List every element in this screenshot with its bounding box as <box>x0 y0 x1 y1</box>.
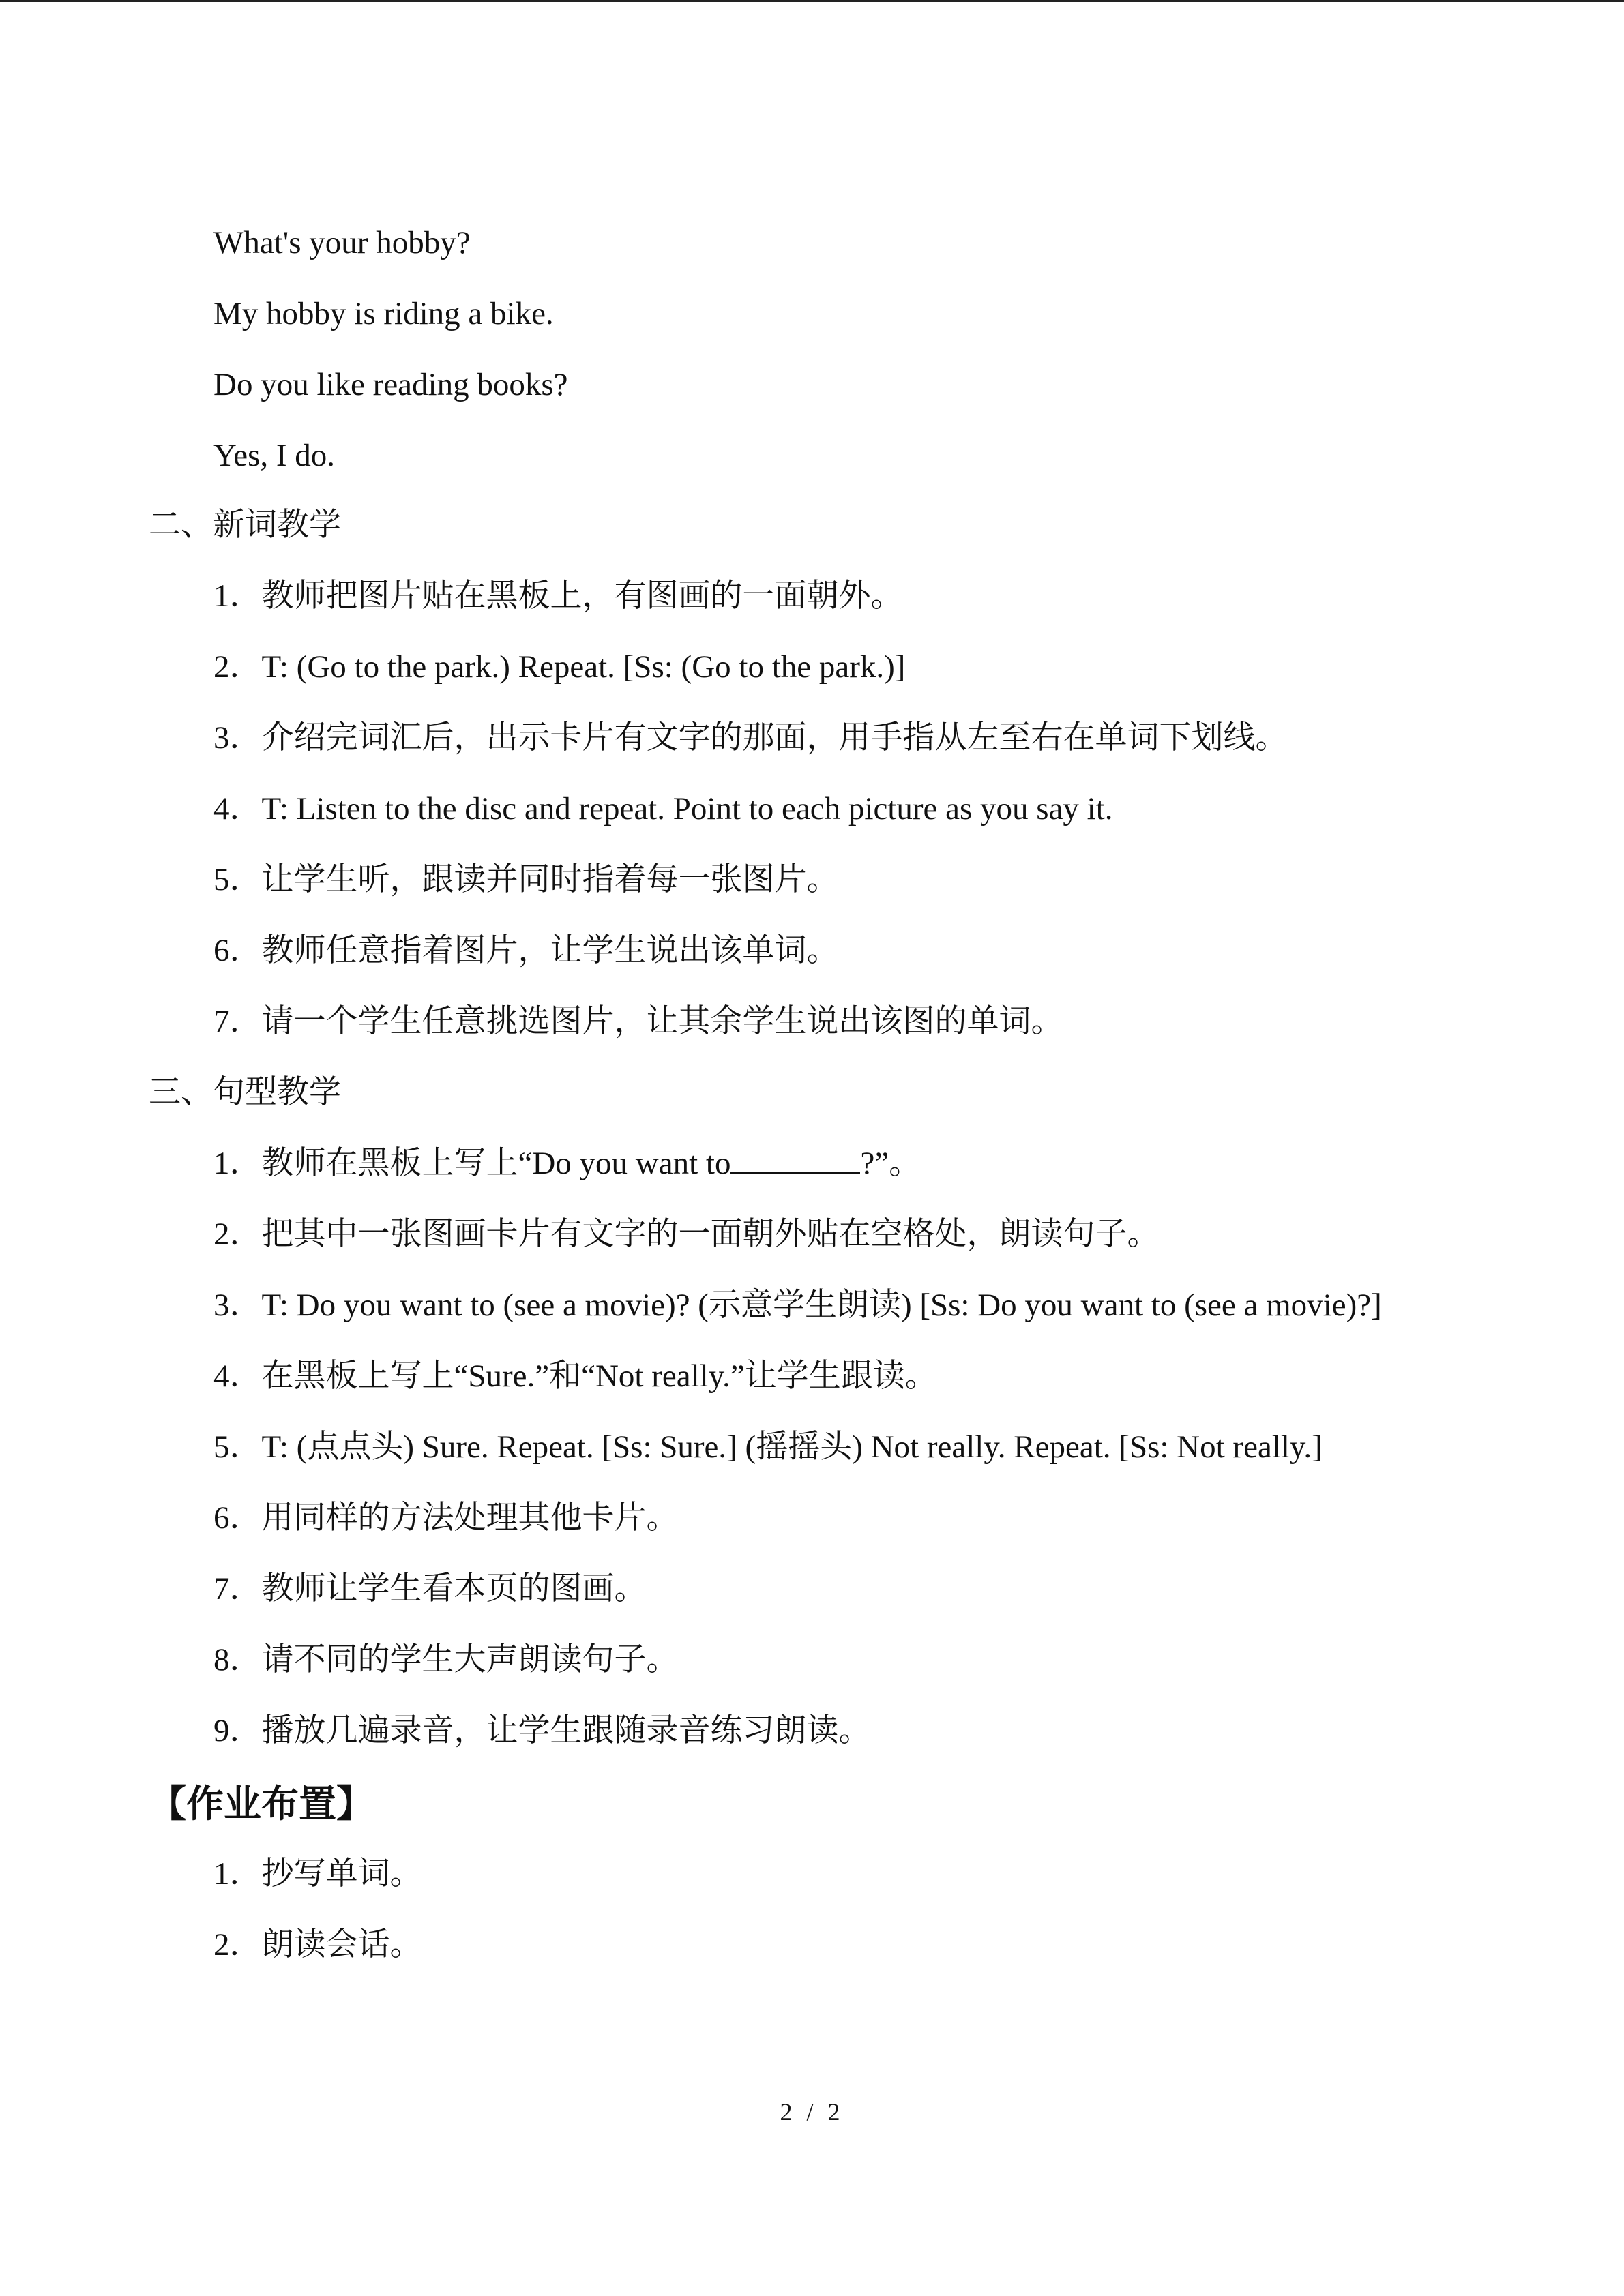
fill-in-blank <box>730 1144 860 1174</box>
section-heading-sentence-patterns: 三、句型教学 <box>149 1075 341 1110</box>
section-heading-vocabulary: 二、新词教学 <box>149 507 341 543</box>
list-item: 8．请不同的学生大声朗读句子。 <box>213 1642 679 1678</box>
list-item-text: ?”。 <box>860 1146 921 1181</box>
list-item <box>213 1143 921 1184</box>
list-item: 7．教师让学生看本页的图画。 <box>213 1571 647 1607</box>
list-item: 4．T: Listen to the disc and repeat. Point to each picture as you say it. <box>213 791 1113 826</box>
dialogue-line: My hobby is riding a bike. <box>213 296 554 331</box>
list-item: 2．朗读会话。 <box>213 1927 422 1963</box>
dialogue-line: Do you like reading books? <box>213 367 568 402</box>
list-item: 2．把其中一张图画卡片有文字的一面朝外贴在空格处，朗读句子。 <box>213 1217 1160 1252</box>
list-item: 3．T: Do you want to (see a movie)? (示意学生朗读) [Ss: Do you want to (see a movie)?] <box>213 1287 1382 1323</box>
list-item: 5．T: (点点头) Sure. Repeat. [Ss: Sure.] (摇摇头) Not really. Repeat. [Ss: Not really.] <box>213 1429 1323 1465</box>
list-item: 2．T: (Go to the park.) Repeat. [Ss: (Go to the park.)] <box>213 649 906 685</box>
list-item: 7．请一个学生任意挑选图片，让其余学生说出该图的单词。 <box>213 1004 1063 1039</box>
list-item: 3．介绍完词汇后，出示卡片有文字的那面，用手指从左至右在单词下划线。 <box>213 720 1288 756</box>
list-item: 1．教师把图片贴在黑板上，有图画的一面朝外。 <box>213 578 903 614</box>
list-item: 9．播放几遍录音，让学生跟随录音练习朗读。 <box>213 1713 871 1748</box>
list-item: 4．在黑板上写上“Sure.”和“Not really.”让学生跟读。 <box>213 1358 937 1394</box>
page-number: 2 / 2 <box>780 2098 844 2126</box>
list-item: 1．抄写单词。 <box>213 1856 422 1892</box>
list-item: 6．用同样的方法处理其他卡片。 <box>213 1500 679 1536</box>
list-item: 6．教师任意指着图片，让学生说出该单词。 <box>213 933 839 968</box>
homework-title: 【作业布置】 <box>149 1782 374 1825</box>
list-item-text: 1．教师在黑板上写上“Do you want to <box>213 1146 731 1181</box>
dialogue-line: What's your hobby? <box>213 225 471 260</box>
dialogue-line: Yes, I do. <box>213 438 336 473</box>
list-item: 5．让学生听，跟读并同时指着每一张图片。 <box>213 862 839 897</box>
